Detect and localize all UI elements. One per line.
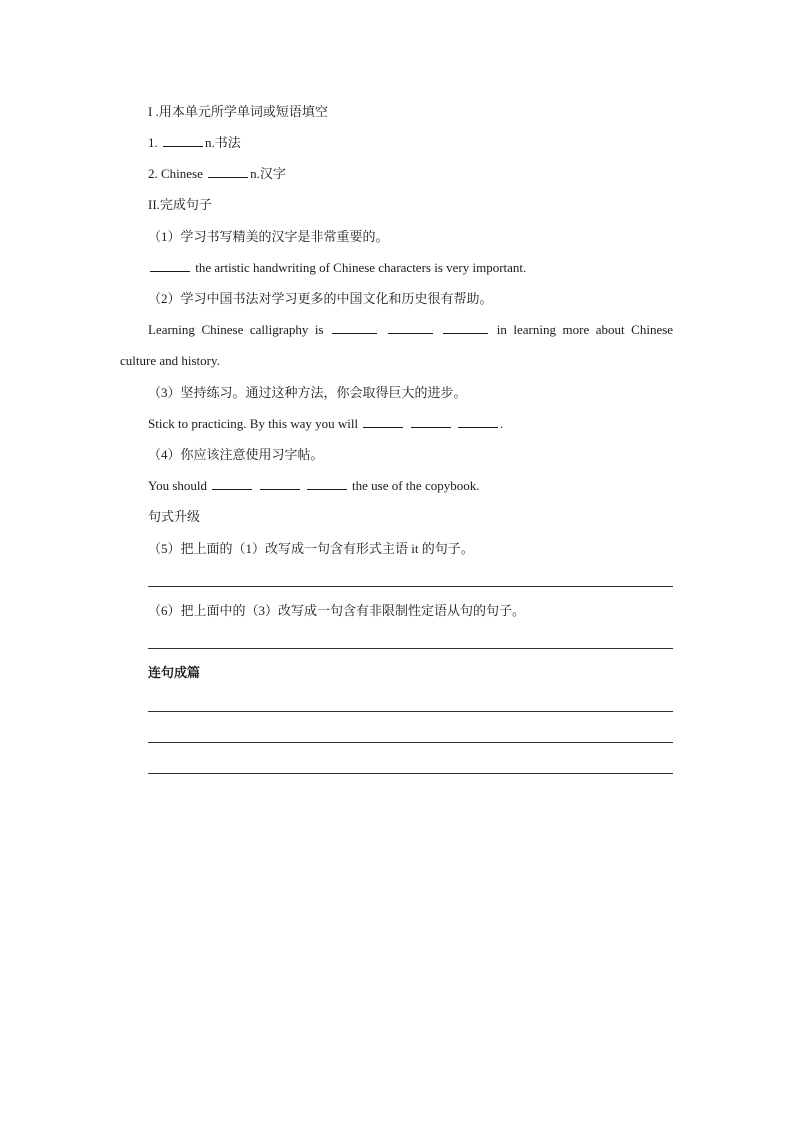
essay-answer-line-2[interactable] (148, 742, 673, 743)
question-2-blank-2[interactable] (388, 321, 433, 334)
question-6-prompt: （6）把上面中的（3）改写成一句含有非限制性定语从句的句子。 (148, 603, 526, 618)
question-1-text: the artistic handwriting of Chinese characters is very important. (195, 260, 527, 275)
vocab-item-2-meaning: n.汉字 (250, 166, 286, 181)
essay-answer-line-1[interactable] (148, 711, 673, 712)
question-3-text-before: Stick to practicing. By this way you will (148, 416, 359, 431)
question-2-chinese: （2）学习中国书法对学习更多的中国文化和历史很有帮助。 (148, 291, 493, 306)
section2-heading: II.完成句子 (148, 197, 212, 212)
section1-heading: I .用本单元所学单词或短语填空 (148, 104, 328, 119)
question-3-chinese: （3）坚持练习。通过这种方法，你会取得巨大的进步。 (148, 385, 467, 400)
question-4-blank-3[interactable] (307, 477, 347, 490)
question-1-chinese: （1）学习书写精美的汉字是非常重要的。 (148, 229, 389, 244)
question-6-answer-line[interactable] (148, 648, 673, 649)
question-5-answer-line[interactable] (148, 586, 673, 587)
question-4-chinese: （4）你应该注意使用习字帖。 (148, 447, 324, 462)
question-4-text-before: You should (148, 478, 208, 493)
section3-heading: 句式升级 (148, 509, 201, 524)
question-3-blank-2[interactable] (411, 415, 451, 428)
vocab-item-1-meaning: n.书法 (205, 135, 241, 150)
question-4-english (148, 477, 479, 495)
question-3-blank-1[interactable] (363, 415, 403, 428)
question-2-continuation: culture and history. (120, 353, 220, 368)
question-3-blank-3[interactable] (458, 415, 498, 428)
vocab-item-2-prefix: 2. Chinese (148, 166, 203, 181)
question-5-prompt: （5）把上面的（1）改写成一句含有形式主语 it 的句子。 (148, 541, 474, 556)
vocab-item-1-blank[interactable] (163, 134, 203, 147)
question-1-english (148, 259, 526, 277)
vocab-item-1 (148, 134, 241, 152)
essay-answer-line-3[interactable] (148, 773, 673, 774)
question-2-english (148, 321, 673, 339)
section4-heading: 连句成篇 (148, 665, 201, 680)
vocab-item-2 (148, 165, 286, 183)
question-2-blank-3[interactable] (443, 321, 488, 334)
vocab-item-2-blank[interactable] (208, 165, 248, 178)
question-3-text-after: . (499, 416, 504, 431)
question-2-text-after: in learning more about Chinese (496, 322, 674, 337)
question-1-blank[interactable] (150, 259, 190, 272)
question-4-blank-1[interactable] (212, 477, 252, 490)
question-4-blank-2[interactable] (260, 477, 300, 490)
question-2-text-before: Learning Chinese calligraphy is (148, 322, 324, 337)
question-2-blank-1[interactable] (332, 321, 377, 334)
question-4-text-after: the use of the copybook. (352, 478, 480, 493)
question-3-english (148, 415, 503, 433)
vocab-item-1-prefix: 1. (148, 135, 158, 150)
